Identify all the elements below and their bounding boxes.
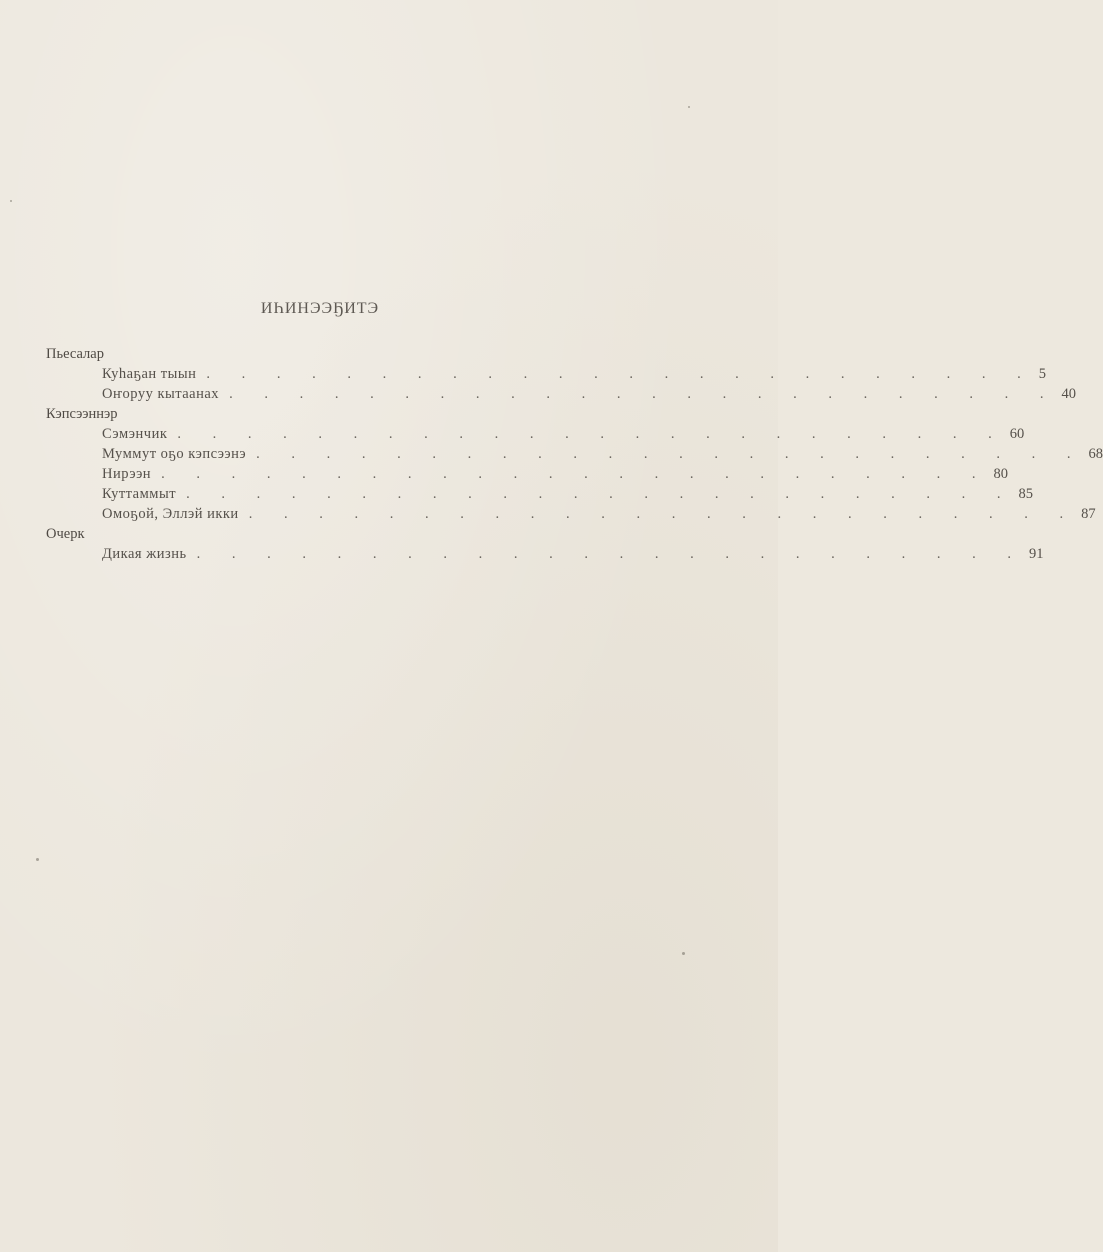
toc-entry: [46, 464, 1008, 484]
toc-entry: [46, 504, 1096, 524]
entry-title: Нирээн: [102, 466, 152, 482]
paper-speck: [36, 858, 39, 861]
dot-leader: . . . . . . . . . . . . . . . . . . . . . . . .: [248, 506, 1078, 522]
dot-leader: . . . . . . . . . . . . . . . . . . . . . . . .: [186, 486, 1015, 502]
dot-leader: . . . . . . . . . . . . . . . . . . . . . . . .: [161, 466, 990, 482]
dot-leader: . . . . . . . . . . . . . . . . . . . . . . . .: [196, 546, 1025, 562]
paper-speck: [10, 200, 12, 202]
entry-page-number: 91: [1028, 546, 1044, 562]
toc-entry: [46, 364, 1047, 384]
entry-title: Сэмэнчик: [102, 426, 168, 442]
entry-page-number: 68: [1088, 446, 1103, 462]
toc-heading: ИҺИНЭЭҔИТЭ: [260, 300, 380, 317]
toc-entry: [46, 444, 1103, 464]
dot-leader: . . . . . . . . . . . . . . . . . . . . . . . .: [177, 426, 1006, 442]
dot-leader: . . . . . . . . . . . . . . . . . . . . . . . .: [256, 446, 1085, 462]
entry-title: Муммут оҕо кэпсээнэ: [102, 446, 247, 462]
entry-page-number: 80: [993, 466, 1008, 482]
entry-page-number: 60: [1009, 426, 1025, 442]
toc-section-essay: [46, 524, 1044, 564]
toc-section-plays: [46, 344, 1076, 404]
entry-title: Куттаммыт: [102, 486, 177, 502]
paper-speck: [688, 106, 690, 108]
toc-section-stories: [46, 404, 1103, 524]
entry-page-number: 85: [1018, 486, 1033, 502]
dot-leader: . . . . . . . . . . . . . . . . . . . . . . . .: [206, 366, 1035, 382]
toc-entry: [46, 424, 1025, 444]
toc-entry: [46, 544, 1044, 564]
entry-title: Омоҕой, Эллэй икки: [102, 506, 239, 522]
paper-speck: [682, 952, 685, 955]
entry-title: Дикая жизнь: [102, 546, 187, 562]
entry-page-number: 5: [1038, 366, 1047, 382]
entry-page-number: 87: [1081, 506, 1096, 522]
dot-leader: . . . . . . . . . . . . . . . . . . . . . . . .: [229, 386, 1058, 402]
table-of-contents: [46, 344, 1103, 564]
section-label: Пьесалар: [46, 346, 104, 362]
section-label: Очерк: [46, 526, 85, 542]
toc-entry: [46, 384, 1076, 404]
entry-title: Оҥоруу кытаанах: [102, 386, 220, 402]
entry-title: Куһаҕан тыын: [102, 366, 197, 382]
entry-page-number: 40: [1061, 386, 1076, 402]
toc-entry: [46, 484, 1033, 504]
section-label: Кэпсээннэр: [46, 406, 118, 422]
